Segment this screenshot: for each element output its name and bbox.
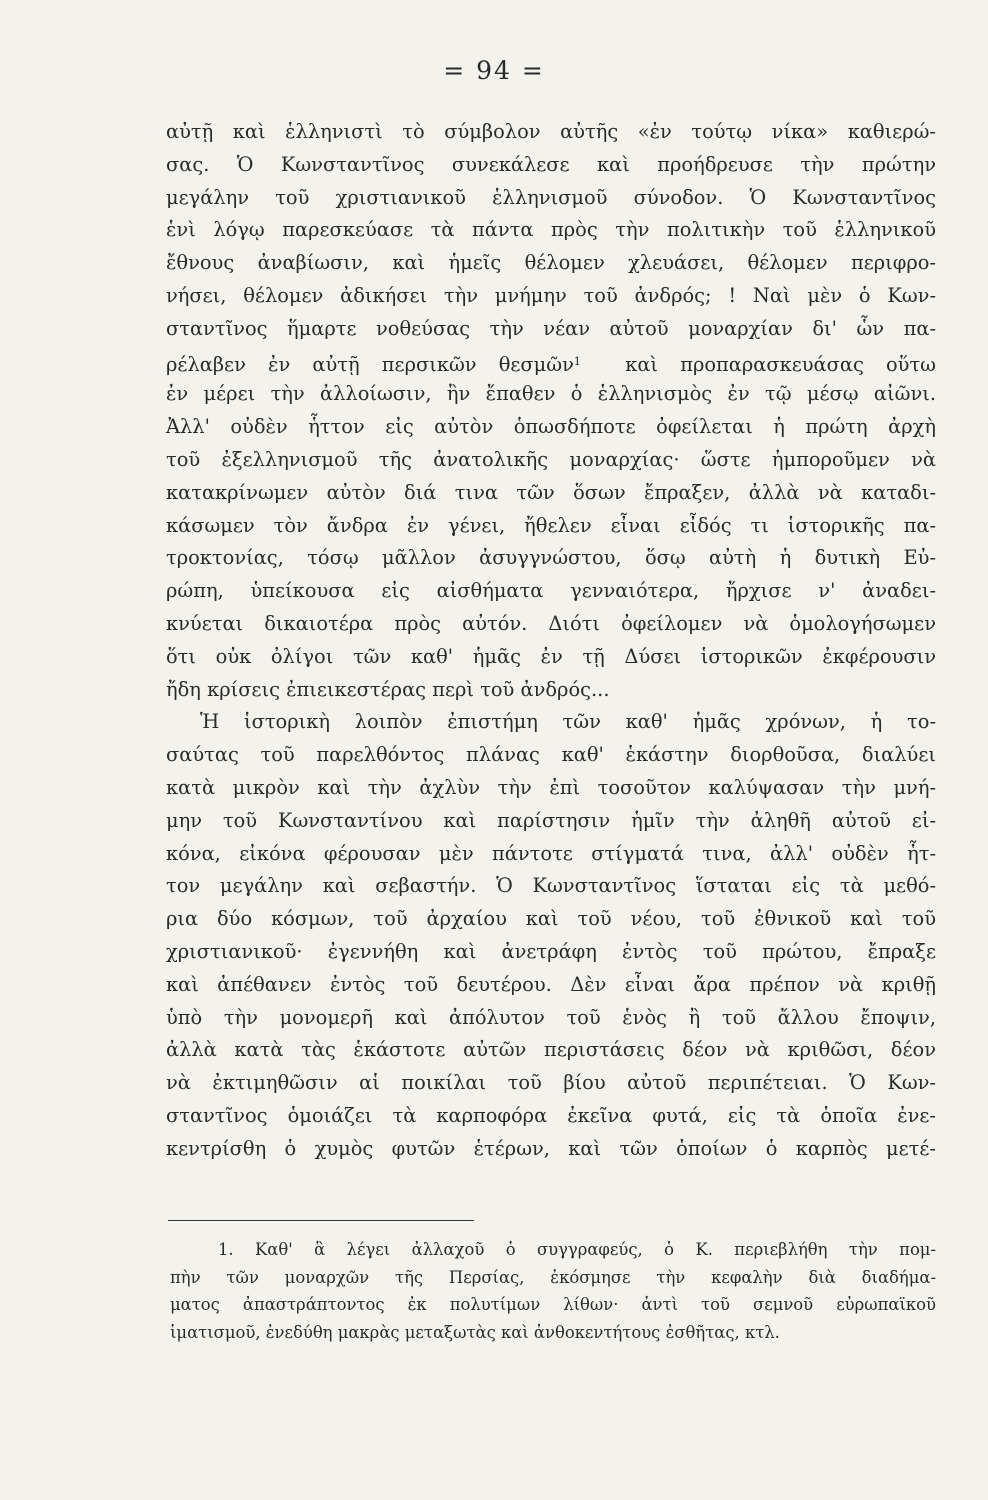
text-line: νὰ ἐκτιμηθῶσιν αἱ ποικίλαι τοῦ βίου αὐτοῦ περιπέτειαι. Ὁ Κων- xyxy=(166,1071,936,1095)
text-line: ρώπη, ὑπείκουσα εἰς αἰσθήματα γενναιότερα, ἤρχισε ν' ἀναδει- xyxy=(166,579,936,603)
text-line: ἑνὶ λόγῳ παρεσκεύασε τὰ πάντα πρὸς τὴν πολιτικὴν τοῦ ἑλληνικοῦ xyxy=(166,218,936,242)
text-line: ὅτι οὐκ ὀλίγοι τῶν καθ' ἡμᾶς ἐν τῇ Δύσει ἱστορικῶν ἐκφέρουσιν xyxy=(166,644,936,668)
text-line: ὑπὸ τὴν μονομερῆ καὶ ἀπόλυτον τοῦ ἑνὸς ἢ τοῦ ἄλλου ἔποψιν, xyxy=(166,1005,936,1029)
text-line: κνύεται δικαιοτέρα πρὸς αὐτόν. Διότι ὀφείλομεν νὰ ὁμολογήσωμεν xyxy=(166,611,936,635)
text-line: κατὰ μικρὸν καὶ τὴν ἀχλὺν τὴν ἐπὶ τοσοῦτον καλύψασαν τὴν μνή- xyxy=(166,775,936,799)
text-segment: ρέλαβεν ἐν αὐτῇ περσικῶν θεσμῶν xyxy=(166,352,574,376)
text-line: καὶ ἀπέθανεν ἐντὸς τοῦ δευτέρου. Δὲν εἶναι ἄρα πρέπον νὰ κριθῇ xyxy=(166,972,936,996)
text-line: ἀλλὰ κατὰ τὰς ἑκάστοτε αὐτῶν περιστάσεις δέον νὰ κριθῶσι, δέον xyxy=(166,1038,936,1062)
text-line: ἔθνους ἀναβίωσιν, καὶ ἡμεῖς θέλομεν χλευάσει, θέλομεν περιφρο- xyxy=(166,251,936,275)
text-line: σταντῖνος ὁμοιάζει τὰ καρποφόρα ἐκεῖνα φυτά, εἰς τὰ ὁποῖα ἐνε- xyxy=(166,1103,936,1127)
text-line: μεγάλην τοῦ χριστιανικοῦ ἑλληνισμοῦ σύνοδον. Ὁ Κωνσταντῖνος xyxy=(166,185,936,209)
text-line: τον μεγάλην καὶ σεβαστήν. Ὁ Κωνσταντῖνος ἵσταται εἰς τὰ μεθό- xyxy=(166,874,936,898)
text-line: ἐν μέρει τὴν ἀλλοίωσιν, ἣν ἔπαθεν ὁ ἑλληνισμὸς ἐν τῷ μέσῳ αἰῶνι. xyxy=(166,382,936,406)
text-line: αὐτῇ καὶ ἑλληνιστὶ τὸ σύμβολον αὐτῆς «ἐν τούτῳ νίκα» καθιερώ- xyxy=(166,120,936,143)
text-line: ἤδη κρίσεις ἐπιεικεστέρας περὶ τοῦ ἀνδρός... xyxy=(166,677,610,701)
text-line: κάσωμεν τὸν ἄνδρα ἐν γένει, ἤθελεν εἶναι εἶδός τι ἱστορικῆς πα- xyxy=(166,513,936,537)
text-line: Ἡ ἱστορικὴ λοιπὸν ἐπιστήμη τῶν καθ' ἡμᾶς χρόνων, ἡ το- xyxy=(200,710,936,734)
text-line: κεντρίσθη ὁ χυμὸς φυτῶν ἑτέρων, καὶ τῶν ὁποίων ὁ καρπὸς μετέ- xyxy=(166,1136,936,1160)
text-line: σας. Ὁ Κωνσταντῖνος συνεκάλεσε καὶ προήδρευσε τὴν πρώτην xyxy=(166,152,936,176)
footnote xyxy=(170,1236,936,1346)
footnote-line: πὴν τῶν μοναρχῶν τῆς Περσίας, ἐκόσμησε τὴν κεφαλὴν διὰ διαδήμα- xyxy=(170,1267,936,1287)
footnote-line: ματος ἀπαστράπτοντος ἐκ πολυτίμων λίθων· ἀντὶ τοῦ σεμνοῦ εὐρωπαϊκοῦ xyxy=(170,1295,936,1314)
text-line: κατακρίνωμεν αὐτὸν διά τινα τῶν ὅσων ἔπραξεν, ἀλλὰ νὰ καταδι- xyxy=(166,480,936,504)
main-text xyxy=(166,116,936,1166)
text-line-with-note xyxy=(166,346,936,379)
footnote-divider xyxy=(168,1220,474,1221)
text-line: Ἀλλ' οὐδὲν ἧττον εἰς αὐτὸν ὁπωσδήποτε ὀφείλεται ἡ πρώτη ἀρχὴ xyxy=(166,415,936,439)
text-line: σαύτας τοῦ παρελθόντος πλάνας καθ' ἑκάστην διορθοῦσα, διαλύει xyxy=(166,743,936,767)
footnote-marker: 1 xyxy=(573,354,581,368)
text-line: ρια δύο κόσμων, τοῦ ἀρχαίου καὶ τοῦ νέου, τοῦ ἐθνικοῦ καὶ τοῦ xyxy=(166,907,936,931)
footnote-line: 1. Καθ' ἃ λέγει ἀλλαχοῦ ὁ συγγραφεύς, ὁ Κ. περιεβλήθη τὴν πομ- xyxy=(218,1240,936,1259)
text-line: σταντῖνος ἥμαρτε νοθεύσας τὴν νέαν αὐτοῦ μοναρχίαν δι' ὧν πα- xyxy=(166,316,936,340)
text-segment: καὶ προπαρασκευάσας οὕτω xyxy=(625,352,936,376)
text-line: τροκτονίας, τόσῳ μᾶλλον ἀσυγγνώστου, ὅσῳ αὐτὴ ἡ δυτικὴ Εὐ- xyxy=(166,546,936,570)
text-line: χριστιανικοῦ· ἐγεννήθη καὶ ἀνετράφη ἐντὸς τοῦ πρώτου, ἔπραξε xyxy=(166,939,936,963)
text-line: νήσει, θέλομεν ἀδικήσει τὴν μνήμην τοῦ ἀνδρός; ! Ναὶ μὲν ὁ Κων- xyxy=(166,283,936,307)
text-line: μην τοῦ Κωνσταντίνου καὶ παρίστησιν ἡμῖν τὴν ἀληθῆ αὐτοῦ εἰ- xyxy=(166,808,936,832)
footnote-line: ἱματισμοῦ, ἐνεδύθη μακρὰς μεταξωτὰς καὶ ἀνθοκεντήτους ἐσθῆτας, κτλ. xyxy=(170,1322,780,1342)
page-number: = 94 = xyxy=(443,56,545,85)
text-line: κόνα, εἰκόνα φέρουσαν μὲν πάντοτε στίγματά τινα, ἀλλ' οὐδὲν ἧτ- xyxy=(166,841,936,865)
text-line: τοῦ ἐξελληνισμοῦ τῆς ἀνατολικῆς μοναρχίας· ὥστε ἠμποροῦμεν νὰ xyxy=(166,447,936,471)
